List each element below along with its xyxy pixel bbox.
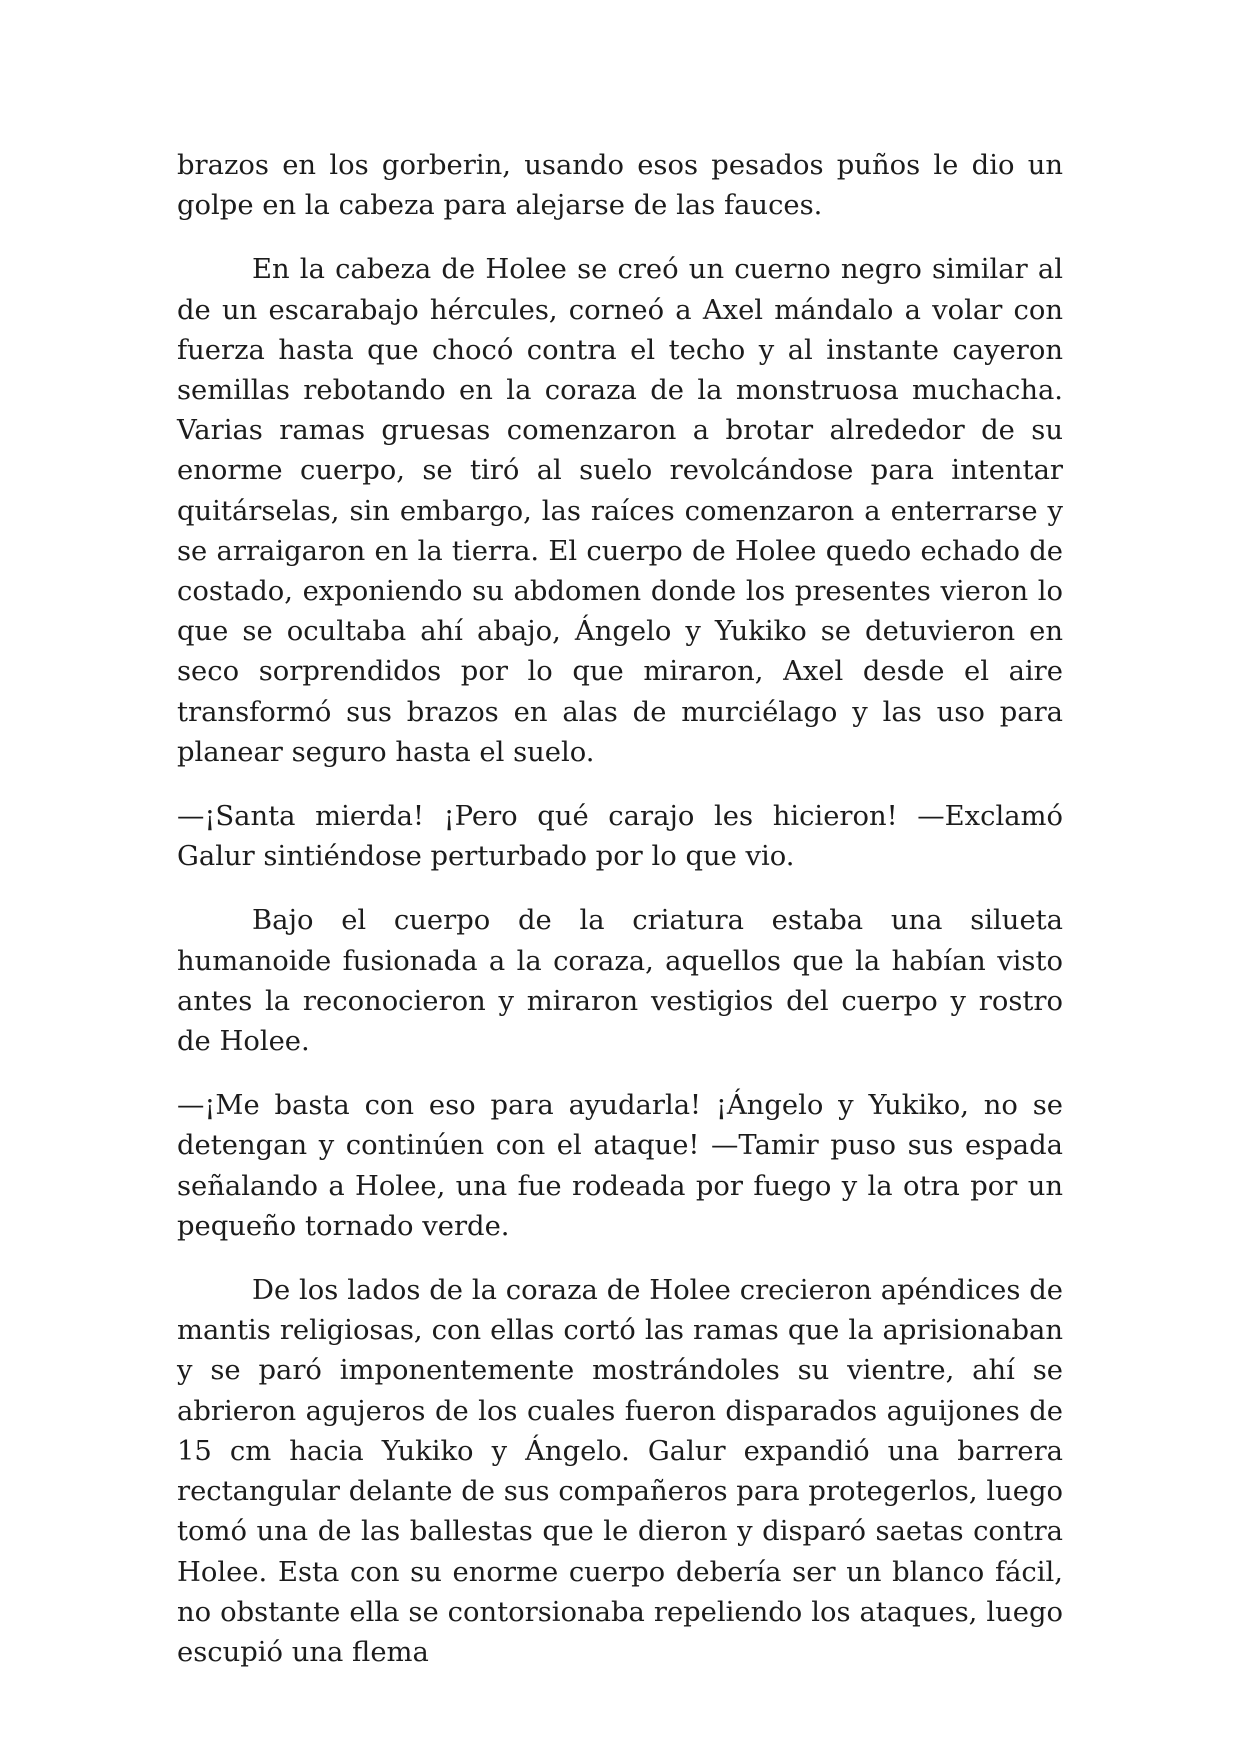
paragraph-4: Bajo el cuerpo de la criatura estaba una silueta humanoide fusionada a la coraza, aquellos que la habían visto antes la reconocieron y miraron vestigios del cuerpo y rostro de Holee. xyxy=(177,905,1063,1058)
paragraph-2: En la cabeza de Holee se creó un cuerno negro similar al de un escarabajo hércules, corneó a Axel mándalo a volar con fuerza hasta que chocó contra el techo y al instante cayeron semillas rebotando en la coraza de la monstruosa muchacha. Varias ramas gruesas comenzaron a brotar alrededor de su enorme cuerpo, se tiró al suelo revolcándose para intentar quitárselas, sin embargo, las raíces comenzaron a enterrarse y se arraigaron en la tierra. El cuerpo de Holee quedo echado de costado, exponiendo su abdomen donde los presentes vieron lo que se ocultaba ahí abajo, Ángelo y Yukiko se detuvieron en seco sorprendidos por lo que miraron, Axel desde el aire transformó sus brazos en alas de murciélago y las uso para planear seguro hasta el suelo. xyxy=(177,254,1063,768)
document-page xyxy=(177,146,1063,1697)
paragraph-1: brazos en los gorberin, usando esos pesados puños le dio un golpe en la cabeza para alejarse de las fauces. xyxy=(177,150,1063,222)
paragraph-5-dialogue: —¡Me basta con eso para ayudarla! ¡Ángelo y Yukiko, no se detengan y continúen con el ataque! —Tamir puso sus espada señalando a Holee, una fue rodeada por fuego y la otra por un pequeño tornado verde. xyxy=(177,1090,1063,1242)
paragraph-3-dialogue: —¡Santa mierda! ¡Pero qué carajo les hicieron! —Exclamó Galur sintiéndose perturbado por lo que vio. xyxy=(177,801,1063,873)
paragraph-6: De los lados de la coraza de Holee crecieron apéndices de mantis religiosas, con ellas cortó las ramas que la aprisionaban y se paró imponentemente mostrándoles su vientre, ahí se abrieron agujeros de los cuales fueron disparados aguijones de 15 cm hacia Yukiko y Ángelo. Galur expandió una barrera rectangular delante de sus compañeros para protegerlos, luego tomó una de las ballestas que le dieron y disparó saetas contra Holee. Esta con su enorme cuerpo debería ser un blanco fácil, no obstante ella se contorsionaba repeliendo los ataques, luego escupió una flema xyxy=(177,1275,1063,1668)
